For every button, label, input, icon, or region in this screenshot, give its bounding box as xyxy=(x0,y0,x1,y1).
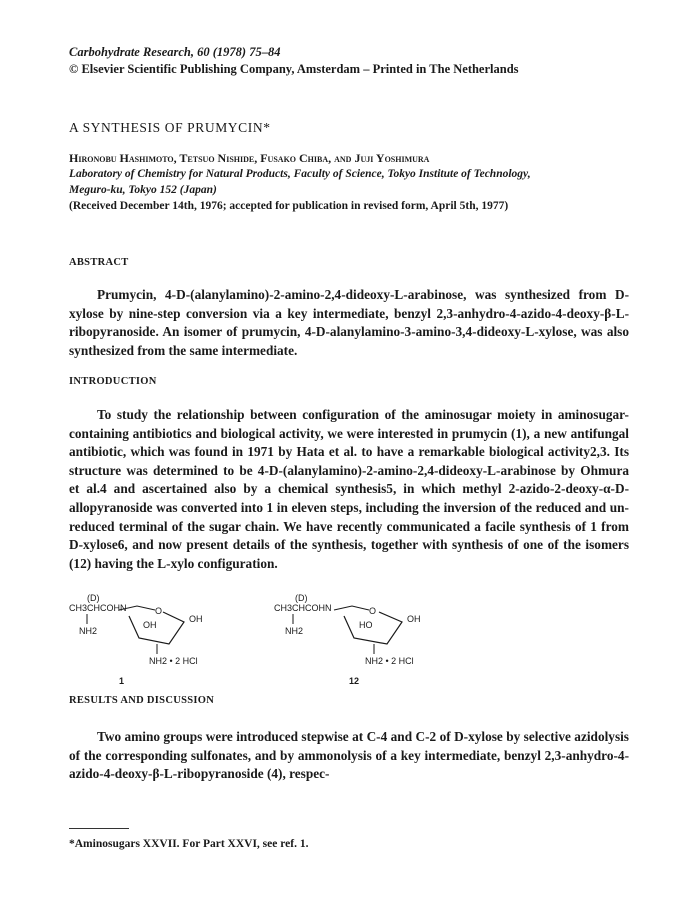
s2-chain: CH3CHCOHN xyxy=(274,603,332,613)
affiliation-line-1: Laboratory of Chemistry for Natural Products, Faculty of Science, Tokyo Institute of Technology, xyxy=(69,168,531,180)
s2-label: 12 xyxy=(349,676,360,686)
structure-12 xyxy=(274,593,421,686)
abstract-text: Prumycin, 4-D-(alanylamino)-2-amino-2,4-dideoxy-L-arabinose, was synthesized from D-xylose by nine-step conversion via a key intermediate, benzyl 2,3-anhydro-4-azido-4-deoxy-β-L-ribopyranoside. An isomer of prumycin, 4-D-alanylamino-3-amino-3,4-dideoxy-L-xylose, was also synthesized from the same intermediate. xyxy=(69,287,629,358)
s2-config: (D) xyxy=(295,593,308,603)
s1-ring-o: O xyxy=(155,606,163,616)
introduction-body xyxy=(69,406,629,573)
s2-nh2-bottom: NH2 • 2 HCl xyxy=(365,656,414,666)
s2-nh2-top: NH2 xyxy=(285,626,304,636)
structure-figure xyxy=(69,592,629,692)
results-heading: RESULTS AND DISCUSSION xyxy=(69,695,215,706)
introduction-heading: INTRODUCTION xyxy=(69,376,157,387)
s1-nh2-top: NH2 xyxy=(79,626,98,636)
s2-oh-outer: OH xyxy=(407,614,421,624)
footnote-rule xyxy=(69,828,129,829)
s1-chain: CH3CHCOHN xyxy=(69,603,127,613)
results-text: Two amino groups were introduced stepwise at C-4 and C-2 of D-xylose by selective azidolysis of the corresponding sulfonates, and by ammonolysis of a key intermediate, benzyl 2,3-anhydro-4-azido-4-deoxy-β-L-ribopyranoside (4), respec- xyxy=(69,729,629,782)
abstract-heading: ABSTRACT xyxy=(69,257,129,268)
s1-oh-outer: OH xyxy=(189,614,203,624)
journal-header xyxy=(69,44,519,78)
s1-oh-inner: OH xyxy=(143,620,157,630)
abstract-body xyxy=(69,286,629,360)
affiliation-line-2: Meguro-ku, Tokyo 152 (Japan) xyxy=(69,184,217,196)
paper-title: A SYNTHESIS OF PRUMYCIN* xyxy=(69,120,271,135)
footnote: *Aminosugars XXVII. For Part XXVI, see ref. 1. xyxy=(69,838,309,850)
s2-ring-o: O xyxy=(369,606,377,616)
introduction-text: To study the relationship between configuration of the aminosugar moiety in aminosugar-containing antibiotics and biological activity, we were interested in prumycin (1), a new antifungal antibiotic, which was found in 1971 by Hata et al. to have a remarkable biological activity2,3. Its structure was determined to be 4-D-(alanylamino)-2-amino-2,4-dideoxy-L-arabinose by Ohmura et al.4 and ascertained also by a chemical synthesis5, in which methyl 2-azido-2-deoxy-α-D-allopyranoside was converted into 1 in eleven steps, including the inversion of the reduced and un-reduced terminal of the sugar chain. We have recently communicated a facile synthesis of 1 from D-xylose6, and now present details of the synthesis, together with synthesis of one of the isomers (12) having the L-xylo configuration. xyxy=(69,407,629,571)
results-body xyxy=(69,728,629,784)
s1-config: (D) xyxy=(87,593,100,603)
publisher-line: © Elsevier Scientific Publishing Company, Amsterdam – Printed in The Netherlands xyxy=(69,62,519,76)
structure-1 xyxy=(69,593,203,686)
received-dates: (Received December 14th, 1976; accepted for publication in revised form, April 5th, 1977) xyxy=(69,200,509,212)
author-block xyxy=(69,150,629,214)
journal-citation: Carbohydrate Research, 60 (1978) 75–84 xyxy=(69,45,281,59)
s1-nh2-bottom: NH2 • 2 HCl xyxy=(149,656,198,666)
author-names: Hironobu Hashimoto, Tetsuo Nishide, Fusako Chiba, and Juji Yoshimura xyxy=(69,151,430,165)
s2-oh-inner: HO xyxy=(359,620,373,630)
structure-drawing xyxy=(69,592,629,692)
s1-label: 1 xyxy=(119,676,125,686)
